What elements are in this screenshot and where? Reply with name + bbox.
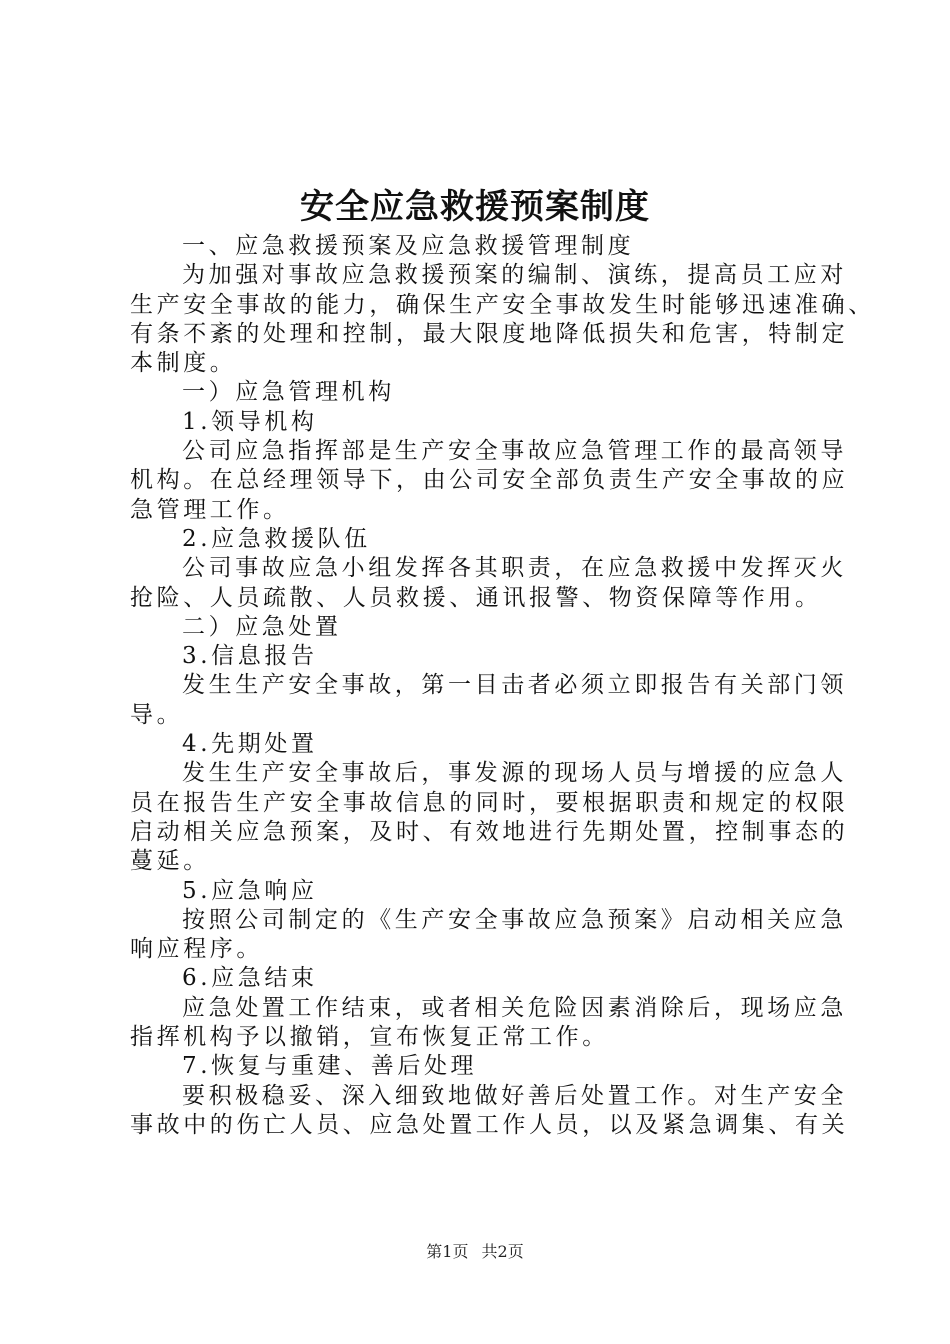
- text-line: 员在报告生产安全事故信息的同时，要根据职责和规定的权限: [130, 789, 849, 816]
- text-line: 急管理工作。: [130, 496, 290, 523]
- text-line: 蔓延。: [130, 848, 210, 875]
- text-line: 3.信息报告: [182, 643, 318, 670]
- text-line: 事故中的伤亡人员、应急处置工作人员，以及紧急调集、有关: [130, 1111, 849, 1138]
- text-line: 4.先期处置: [182, 731, 318, 758]
- text-line: 7.恢复与重建、善后处理: [182, 1053, 478, 1080]
- text-line: 公司事故应急小组发挥各其职责，在应急救援中发挥灭火: [182, 555, 847, 582]
- text-line: 为加强对事故应急救援预案的编制、演练，提高员工应对: [182, 262, 847, 289]
- text-line: 二）应急处置: [182, 613, 342, 640]
- text-line: 2.应急救援队伍: [182, 525, 371, 552]
- text-line: 按照公司制定的《生产安全事故应急预案》启动相关应急: [182, 906, 847, 933]
- text-line: 导。: [130, 701, 184, 728]
- document-body: [130, 232, 875, 1140]
- page-total: 共2页: [481, 1242, 524, 1261]
- text-line: 有条不紊的处理和控制，最大限度地降低损失和危害，特制定: [130, 320, 849, 347]
- text-line: 一）应急管理机构: [182, 379, 395, 406]
- text-line: 1.领导机构: [182, 408, 318, 435]
- text-line: 应急处置工作结束，或者相关危险因素消除后，现场应急: [182, 994, 847, 1021]
- text-line: 指挥机构予以撤销，宣布恢复正常工作。: [130, 1024, 609, 1051]
- page-number: 第1页: [426, 1242, 469, 1261]
- text-line: 发生生产安全事故后，事发源的现场人员与增援的应急人: [182, 760, 847, 787]
- text-line: 6.应急结束: [182, 965, 318, 992]
- text-line: 5.应急响应: [182, 877, 318, 904]
- text-line: 响应程序。: [130, 936, 263, 963]
- text-line: 生产安全事故的能力，确保生产安全事故发生时能够迅速准确、: [130, 291, 875, 318]
- text-line: 启动相关应急预案，及时、有效地进行先期处置，控制事态的: [130, 818, 849, 845]
- page-footer: [0, 1240, 950, 1264]
- text-line: 机构。在总经理领导下，由公司安全部负责生产安全事故的应: [130, 467, 849, 494]
- text-line: 公司应急指挥部是生产安全事故应急管理工作的最高领导: [182, 438, 847, 465]
- text-line: 要积极稳妥、深入细致地做好善后处置工作。对生产安全: [182, 1082, 847, 1109]
- document-title: 安全应急救援预案制度: [300, 187, 650, 227]
- text-line: 一、应急救援预案及应急救援管理制度: [182, 233, 635, 259]
- text-line: 本制度。: [130, 350, 237, 377]
- text-line: 发生生产安全事故，第一目击者必须立即报告有关部门领: [182, 672, 847, 699]
- text-line: 抢险、人员疏散、人员救援、通讯报警、物资保障等作用。: [130, 584, 822, 611]
